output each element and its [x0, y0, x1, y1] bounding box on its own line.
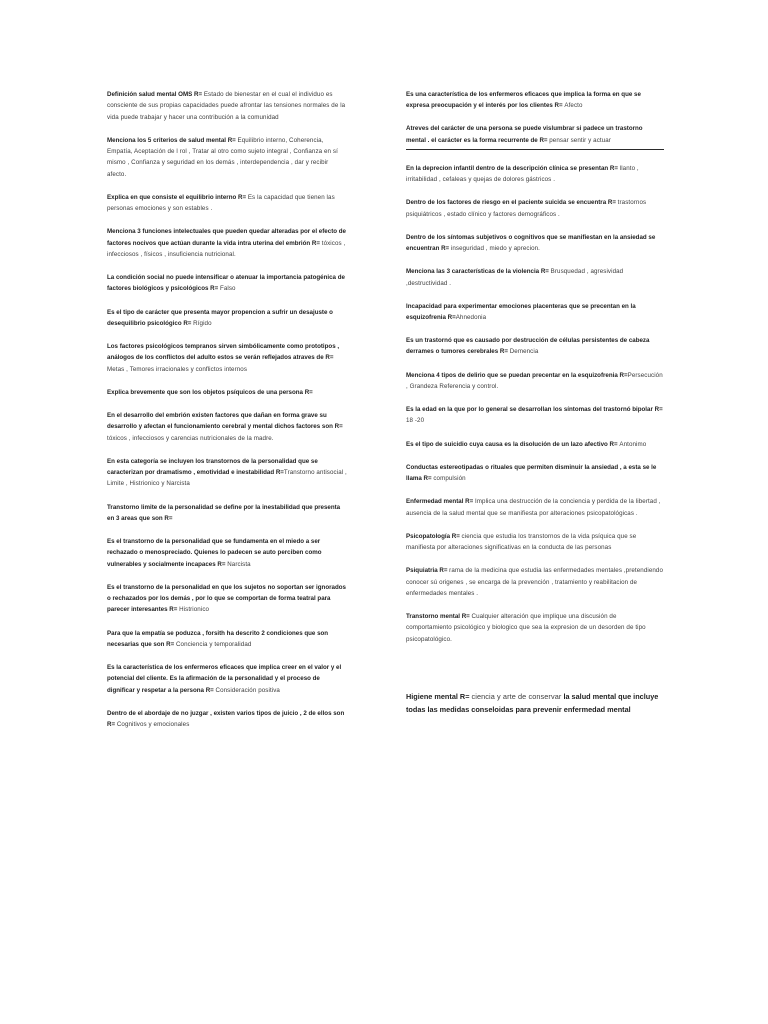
answer-text: llanto , irritabilidad , cefaleas y quejas de dolores gástricos . [406, 164, 639, 184]
right-qa-item [406, 531, 664, 554]
left-qa-item [107, 387, 349, 398]
question-text: Es el transtorno de la personalidad en que los sujetos no soportan ser ignorados o rechazados por los demás , por lo que se comportan de forma teatral para parecer interesantes R= [107, 583, 346, 614]
right-qa-item-highlight [406, 690, 664, 717]
question-text: La condición social no puede intensificar o atenuar la importancia patogénica de factores biológicos y psicológicos R= [107, 274, 345, 293]
question-text: Conductas estereotipadas o rituales que permiten disminuir la ansiedad , a esta se le llama R= [406, 463, 657, 483]
left-qa-item [107, 307, 349, 330]
left-qa-item [107, 226, 349, 260]
answer-text-bold: la salud mental que incluye todas las medidas conseloidas para prevenir enfermedad mental [406, 691, 659, 715]
answer-text: Histrionico [179, 606, 210, 614]
answer-text: Brusquedad , agresividad ,destructividad . [406, 268, 624, 287]
right-qa-item [406, 496, 664, 519]
answer-text: Metas , Temores irracionales y conflictos internos [107, 365, 248, 373]
question-text: Dentro de el abordaje de no juzgar , existen varios tipos de juicio , 2 de ellos son R= [107, 709, 345, 729]
question-text: Es el transtorno de la personalidad que se fundamenta en el miedo a ser rechazado o menospreciado. Quienes lo padecen se auto perciben como vulnerables y socialmente incapaces R= [107, 538, 322, 568]
right-qa-item [406, 370, 664, 393]
question-text: Menciona los 5 criterios de salud mental R= [107, 136, 236, 144]
question-text: Transtorno mental R= [406, 613, 470, 621]
answer-text: ciencia y arte de conservar [471, 691, 562, 701]
answer-text: 18 -20 [406, 417, 425, 425]
left-qa-item [107, 708, 349, 731]
answer-text: trastornos psiquiátricos , estado clínico y factores demográficos . [406, 199, 647, 218]
left-column [107, 89, 349, 742]
left-qa-item [107, 628, 349, 651]
left-qa-item [107, 192, 349, 215]
right-qa-item [406, 404, 664, 427]
answer-text: Es la capacidad que tienen las personas emociones y son estables . [107, 193, 335, 213]
answer-text: Demencia [509, 348, 539, 356]
answer-text: Ahnedonia [455, 314, 487, 321]
question-text: Menciona las 3 características de la violencia R= [406, 268, 549, 276]
answer-text: Afecto [564, 102, 583, 110]
answer-text: pensar sentir y actuar [549, 136, 611, 144]
right-qa-item [406, 611, 664, 645]
right-qa-item [406, 123, 664, 146]
question-text: Psiquiatria R= [406, 567, 448, 575]
right-qa-item [406, 462, 664, 485]
right-qa-item [406, 163, 664, 186]
question-text: Para que la empatía se poduzca , forsith ha descrito 2 condiciones que son necesarias que son R= [107, 629, 329, 648]
right-qa-item [406, 301, 664, 324]
left-qa-item [107, 89, 349, 123]
left-qa-item [107, 272, 349, 295]
left-qa-item [107, 662, 349, 696]
question-text: Es la característica de los enfermeros eficaces que implica creer en el valor y el potencial del cliente. Es la afirmación de la personalidad y el proceso de dignificar y respetar a la persona R= [107, 664, 342, 694]
question-text: Enfermedad mental R= [406, 498, 474, 506]
answer-text: Narcista [227, 560, 251, 568]
right-qa-item [406, 89, 664, 112]
answer-text: ciencia que estudia los transtornos de la vida psíquica que se manifiesta por alteraciones significativas en la conducta de las personas [406, 532, 637, 552]
answer-text: Transtorno antisocial , Limite , Histrionico y Narcista [107, 469, 347, 488]
answer-text: rama de la medicina que estudia las enfermedades mentales ,pretendiendo conocer sú origenes , se encarga de la prevención , tratamiento y reabilitacion de enfermedades mentales . [406, 567, 663, 597]
answer-text: inseguridad , miedo y aprecion. [450, 245, 540, 253]
answer-text: Falso [219, 285, 236, 293]
question-text: Es el tipo de carácter que presenta mayor propencion a sufrir un desajuste o desequilibrio psicológico R= [107, 308, 333, 327]
answer-text: tóxicos , infecciosos y carencias nutricionales de la madre. [107, 434, 274, 442]
question-text: Psicopatología R= [406, 532, 460, 540]
left-qa-item [107, 410, 349, 444]
divider-line [406, 149, 664, 150]
answer-text: Implica una destrucción de la conciencia y perdida de la libertad , ausencia de la salud mental que se manifiesta por alteraciones psicopatológicas . [406, 498, 661, 517]
right-qa-item [406, 565, 664, 599]
answer-text: Antonimo [619, 440, 647, 448]
left-qa-item [107, 536, 349, 570]
question-text: Higiene mental R= [406, 691, 470, 701]
answer-text: Conciencia y temporalidad [175, 640, 252, 648]
left-qa-item [107, 502, 349, 525]
answer-text: Consideración positiva [215, 686, 280, 694]
right-qa-item [406, 197, 664, 220]
answer-text: tóxicos , infecciosos , físicos , insuficiencia nutricional. [107, 239, 346, 258]
answer-text: Equilibrio interno, Coherencia, Empatía, Aceptación de l rol , Tratar al otro como sujeto integral , Confianza en sí mismo , Confianza y seguridad en los demás , interdependencia , dar y recibir afecto. [107, 136, 338, 178]
left-qa-item [107, 341, 349, 375]
answer-text: Rígido [193, 319, 212, 327]
question-text: Explica en que consiste el equilibrio interno R= [107, 193, 247, 201]
question-text: En esta categoría se incluyen los transtornos de la personalidad que se caracterizan por dramatismo , emotividad e inestabilidad R= [107, 457, 318, 477]
left-qa-item [107, 456, 349, 490]
question-text: Los factores psicológicos tempranos sirven simbólicamente como prototipos , análogos de los conflictos del adulto estos se verán reflejados atraves de R= [107, 343, 340, 362]
answer-text: compulsión [433, 475, 466, 483]
question-text: En la deprecion infantil dentro de la descripción clínica se presentan R= [406, 164, 618, 172]
right-qa-item [406, 266, 664, 289]
right-column [406, 89, 664, 728]
answer-text: Cualquier alteración que implique una discusión de comportamiento psicológico y biologico que sea la expresion de un desorden de tipo psicopatológico. [406, 613, 646, 643]
right-qa-item [406, 232, 664, 255]
question-text: Es una característica de los enfermeros eficaces que implica la forma en que se expresa preocupación y el interés por los clientes R= [406, 91, 641, 110]
question-text: En el desarrollo del embrión existen factores que dañan en forma grave su desarrollo y afectan el funcionamiento cerebral y mental dichos factores son R= [107, 412, 343, 431]
question-text: Es la edad en la que por lo general se desarrollan los síntomas del trastornó bipolar R= [406, 406, 663, 414]
answer-text: Cognitivos y emocionales [116, 721, 190, 729]
question-text: Menciona 4 tipos de delirio que se puedan precentar en la esquizofrenia R= [406, 371, 628, 379]
answer-text: Persecución , Grandeza Referencia y control. [406, 371, 663, 390]
question-text: Dentro de los síntomas subjetivos o cognitivos que se manifiestan en la ansiedad se encuentran R= [406, 233, 656, 253]
question-text: Es el tipo de suicidio cuya causa es la disolución de un lazo afectivo R= [406, 440, 618, 448]
question-text: Definición salud mental OMS R= [107, 91, 203, 98]
left-qa-item [107, 582, 349, 616]
question-text: Incapacidad para experimentar emociones placenteras que se precentan en la esquizofrenia R= [406, 302, 636, 321]
answer-text: Estado de bienestar en el cual el individuo es consciente de sus propias capacidades puede afrontar las tensiones normales de la vida puede trabajar y hacer una contribución a la comunidad [107, 91, 346, 121]
question-text: Explica brevemente que son los objetos psíquicos de una persona R= [107, 388, 313, 396]
question-text: Dentro de los factores de riesgo en el paciente suicida se encuentra R= [406, 199, 616, 207]
left-qa-item [107, 135, 349, 180]
question-text: Transtorno limite de la personalidad se define por la inestabilidad que presenta en 3 areas que son R= [107, 503, 341, 522]
right-qa-item [406, 439, 664, 450]
right-qa-item [406, 335, 664, 358]
question-text: Atreves del carácter de una persona se puede vislumbrar si padece un trastorno mental . el carácter es la forma recurrente de R= [406, 125, 643, 144]
question-text: Menciona 3 funciones intelectuales que pueden quedar alteradas por el efecto de factores nocivos que actúan durante la vida intra uterina del embrión R= [107, 228, 346, 247]
question-text: Es un trastornó que es causado por destrucción de células persistentes de cabeza derrames o tumores cerebrales R= [406, 337, 650, 356]
